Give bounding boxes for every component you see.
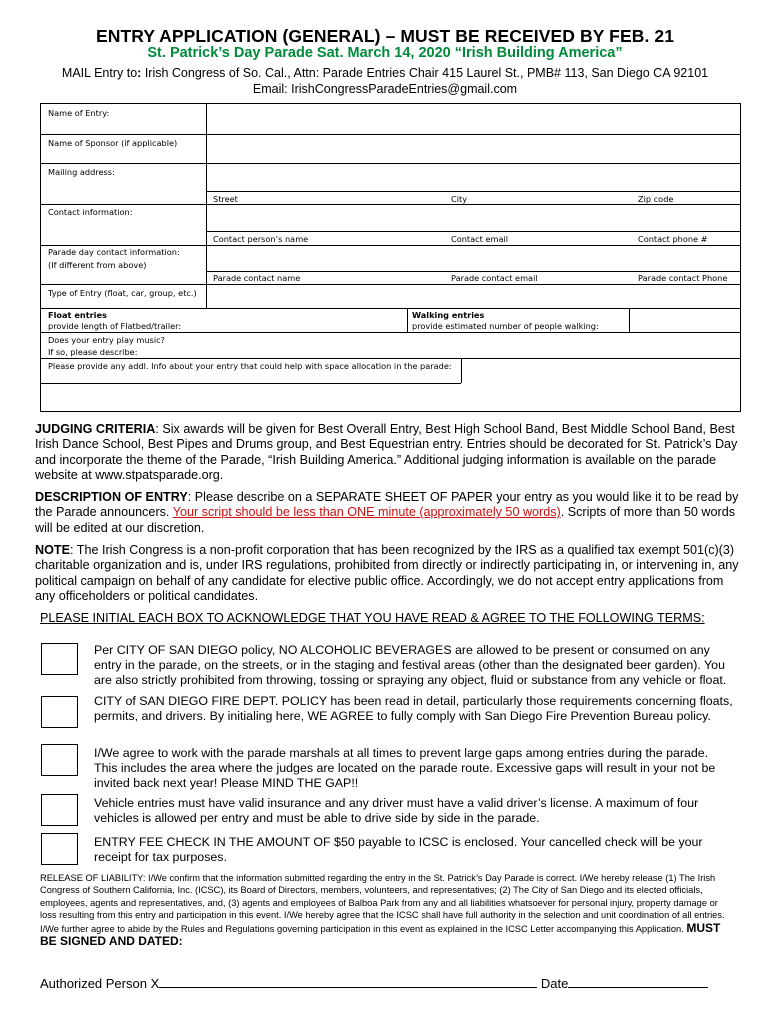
mail-label: MAIL Entry to [61, 66, 138, 80]
name-of-sponsor-field[interactable] [207, 135, 740, 163]
description-text-1: : Please describe on a SEPARATE SHEET OF PAPER your entry as you would like it to be read by the Parade announcers. [35, 490, 739, 520]
music-describe-label: If so, please describe: [48, 347, 138, 357]
signature-row [40, 975, 708, 991]
mailing-address-field[interactable] [207, 164, 740, 191]
note-paragraph [35, 543, 743, 604]
judging-text: : Six awards will be given for Best Overall Entry, Best High School Band, Best Middle School Band, Best Irish Dance School, Best Pipes and Drums group, and Best Equestrian entry. Entries should be decorated for St. Patrick’s Day and incorporate the theme of the Parade, “Irish Building America.” Additional judging information is available on the parade website at www.stpatsparade.org. [35, 422, 738, 482]
type-of-entry-label: Type of Entry (float, car, group, etc.) [48, 288, 197, 298]
mail-address-line [0, 66, 770, 80]
contact-info-label: Contact information: [48, 207, 133, 217]
mail-address: Irish Congress of So. Cal., Attn: Parade Entries Chair 415 Laurel St., PMB# 113, San Diego CA 92101 [141, 66, 709, 80]
row-divider [206, 271, 740, 272]
float-walking-divider [407, 309, 408, 332]
date-line[interactable] [568, 975, 708, 988]
description-text-2: . Scripts of more than 50 words will be edited at our discretion. [35, 505, 736, 535]
release-text: RELEASE OF LIABILITY: I/We confirm that the information submitted regarding the entry in the St. Patrick’s Day Parade is correct. I/We hereby release (1) The Irish Congress of Southern California, Inc. (ICSC), its Board of Directors, members, volunteers, and representatives; (2) The City of San Diego and its elected officials, employees, agents and representatives, and, (3) agents and employees of Balboa Park from any and all liabilities whatsoever for personal injury, property damage or loss resulting from this entry and participation in this event. I/We hereby agree that the ICSC shall have full authority in the selection and unit coordination of all entries. I/We further agree to abide by the Rules and Regulations governing participation in this event as explained in the ICSC Letter accompanying this Application. [40, 873, 725, 934]
initial-box-parade-gaps[interactable] [41, 744, 78, 776]
street-label: Street [213, 194, 238, 204]
row-divider [206, 191, 740, 192]
must-be-signed: MUST BE SIGNED AND DATED: [40, 920, 721, 949]
contact-email-label: Contact email [451, 234, 509, 244]
city-label: City [451, 194, 468, 204]
parade-contact-email-label: Parade contact email [451, 273, 538, 283]
parade-contact-name-label: Parade contact name [213, 273, 301, 283]
release-of-liability [40, 872, 730, 948]
date-label: Date [540, 976, 569, 991]
type-of-entry-field[interactable] [207, 285, 740, 308]
description-label: DESCRIPTION OF ENTRY [35, 490, 188, 504]
initial-box-alcohol[interactable] [41, 643, 78, 675]
judging-criteria [35, 422, 743, 483]
judging-label: JUDGING CRITERIA [35, 422, 156, 436]
if-different-label: (If different from above) [48, 260, 147, 270]
row-divider [41, 358, 740, 359]
term-entry-fee: ENTRY FEE CHECK IN THE AMOUNT OF $50 payable to ICSC is enclosed. Your cancelled check will be your receipt for tax purposes. [94, 835, 703, 865]
contact-phone-label: Contact phone # [638, 234, 708, 244]
walking-number-field[interactable] [630, 309, 740, 332]
initial-box-entry-fee[interactable] [41, 833, 78, 865]
mail-colon: : [137, 66, 142, 80]
walking-entries-label: Walking entries [412, 310, 485, 320]
term-alcohol-policy: Per CITY OF SAN DIEGO policy, NO ALCOHOLIC BEVERAGES are allowed to be present or consumed on any entry in the parade, on the streets, or in the staging and festival areas (other than the designated beer garden). You are also strictly prohibited from throwing, tossing or spraying any object, fluid or substance from any vehicle or float. [94, 643, 727, 688]
entry-form-table [40, 103, 741, 412]
music-question-label: Does your entry play music? [48, 335, 165, 345]
authorized-person-label: Authorized Person X [40, 976, 160, 991]
mailing-address-label: Mailing address: [48, 167, 115, 177]
name-of-sponsor-label: Name of Sponsor (if applicable) [48, 138, 178, 148]
additional-info-divider [461, 359, 462, 383]
term-vehicle-insurance: Vehicle entries must have valid insurance and any driver must have a valid driver’s license. A maximum of four vehicles is allowed per entry and must be able to drive side by side in the parade. [94, 796, 699, 826]
float-entries-label: Float entries [48, 310, 107, 320]
parade-day-contact-label: Parade day contact information: [48, 247, 180, 257]
row-divider [41, 332, 740, 333]
additional-info-label: Please provide any addl. Info about your entry that could help with space allocation in the parade: [48, 361, 452, 371]
parade-subtitle: St. Patrick’s Day Parade Sat. March 14, 2020 “Irish Building America” [147, 45, 623, 61]
additional-info-field[interactable] [41, 384, 740, 411]
initial-boxes-heading: PLEASE INITIAL EACH BOX TO ACKNOWLEDGE THAT YOU HAVE READ & AGREE TO THE FOLLOWING TERMS: [40, 611, 705, 625]
parade-day-contact-field[interactable] [207, 246, 740, 271]
script-length-warning: Your script should be less than ONE minute (approximately 50 words) [172, 505, 561, 520]
note-label: NOTE [35, 543, 70, 557]
float-length-label: provide length of Flatbed/trailer: [48, 321, 182, 331]
signature-line[interactable] [159, 975, 537, 988]
initial-box-fire-dept[interactable] [41, 696, 78, 728]
row-divider [206, 231, 740, 232]
walking-number-label: provide estimated number of people walking: [412, 321, 599, 331]
name-of-entry-label: Name of Entry: [48, 108, 110, 118]
initial-box-vehicles[interactable] [41, 794, 78, 826]
contact-info-field[interactable] [207, 205, 740, 231]
parade-contact-phone-label: Parade contact Phone [638, 273, 728, 283]
term-parade-gaps: I/We agree to work with the parade marshals at all times to prevent large gaps among entries during the parade. This includes the area where the judges are located on the parade route. Excessive gaps will result in your not be invited back next year! Please MIND THE GAP!! [94, 746, 716, 791]
description-of-entry [35, 490, 743, 536]
note-text: : The Irish Congress is a non-profit corporation that has been recognized by the IRS as a qualified tax exempt 501(c)(3) charitable organization and is, under IRS regulations, prohibited from directly or indirectly participating in, or intervening in, any political campaign on behalf of any candidate for elective public office. Accordingly, we do not accept entry applications from any officeholders or political candidates. [35, 543, 739, 603]
zip-label: Zip code [638, 194, 674, 204]
email-line: Email: IrishCongressParadeEntries@gmail.com [252, 82, 518, 96]
name-of-entry-field[interactable] [207, 104, 740, 134]
contact-person-label: Contact person’s name [213, 234, 309, 244]
term-fire-dept-policy: CITY of SAN DIEGO FIRE DEPT. POLICY has been read in detail, particularly those requirements concerning floats, permits, and drivers. By initialing here, WE AGREE to fully comply with San Diego Fire Prevention Bureau policy. [94, 694, 733, 724]
page-title: ENTRY APPLICATION (GENERAL) – MUST BE RECEIVED BY FEB. 21 [95, 26, 675, 46]
